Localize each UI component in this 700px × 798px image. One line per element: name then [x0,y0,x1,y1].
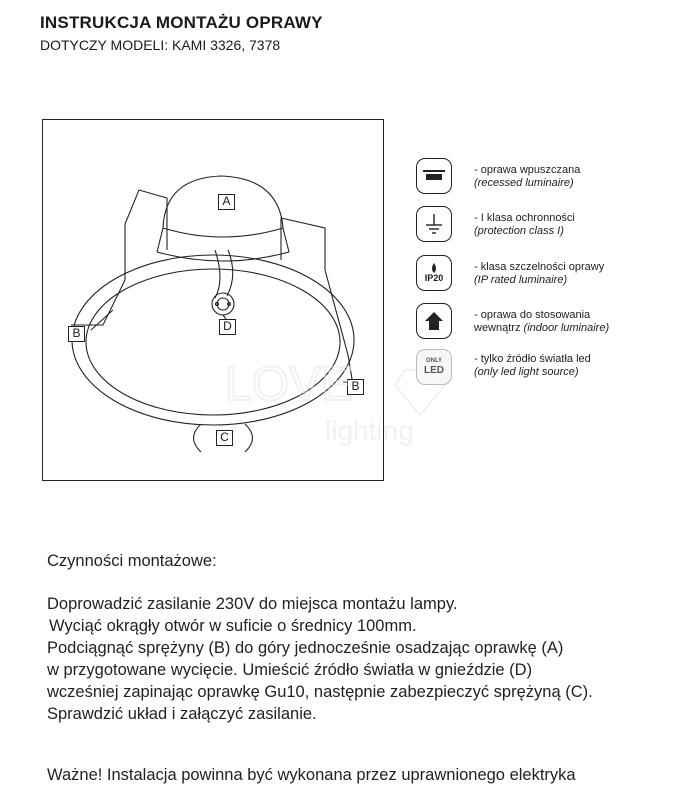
step-line: Wyciąć okrągły otwór w suficie o średnicy 100mm. [49,617,417,635]
instructions [47,552,687,725]
step-line: wcześniej zapinając oprawkę Gu10, następnie zabezpieczyć sprężyną (C). [47,683,593,701]
indoor-house-icon [416,303,452,339]
legend-text-ip20: - klasa szczelności oprawy (IP rated luminaire) [474,261,605,286]
step-line: Doprowadzić zasilanie 230V do miejsca montażu lampy. [47,595,458,613]
legend-text-led: - tylko źródło światła led (only led light source) [474,353,591,378]
label-b-right: B [347,379,364,395]
document-subtitle: DOTYCZY MODELI: KAMI 3326, 7378 [40,37,281,53]
label-c: C [216,430,233,446]
legend-text-ground: - I klasa ochronności (protection class I) [474,212,575,237]
legend-text-indoor: - oprawa do stosowania wewnątrz (indoor luminaire) [474,309,610,334]
watermark-sub: lighting [325,415,414,446]
step-line: Podciągnąć sprężyny (B) do góry jednocześnie osadzając oprawkę (A) [47,639,564,657]
label-a: A [218,194,235,210]
label-b-left: B [68,326,85,342]
recessed-icon [416,158,452,194]
ground-icon [416,206,452,242]
legend-text-recessed: - oprawa wpuszczana (recessed luminaire) [474,164,581,189]
step-line: Sprawdzić układ i załączyć zasilanie. [47,705,317,723]
installation-warning: Ważne! Instalacja powinna być wykonana przez uprawnionego elektryka [47,766,576,784]
instructions-heading: Czynności montażowe: [47,552,217,570]
installation-diagram [42,119,384,481]
instructions-steps [47,593,687,725]
label-d: D [219,319,236,335]
document-title: INSTRUKCJA MONTAŻU OPRAWY [40,13,323,32]
luminaire-drawing [43,120,385,482]
only-led-icon: ONLY LED [416,349,452,385]
watermark-word: LOVE [225,358,354,411]
step-line: w przygotowane wycięcie. Umieścić źródło światła w gnieździe (D) [47,661,533,679]
ip20-icon: IP20 [416,255,452,291]
